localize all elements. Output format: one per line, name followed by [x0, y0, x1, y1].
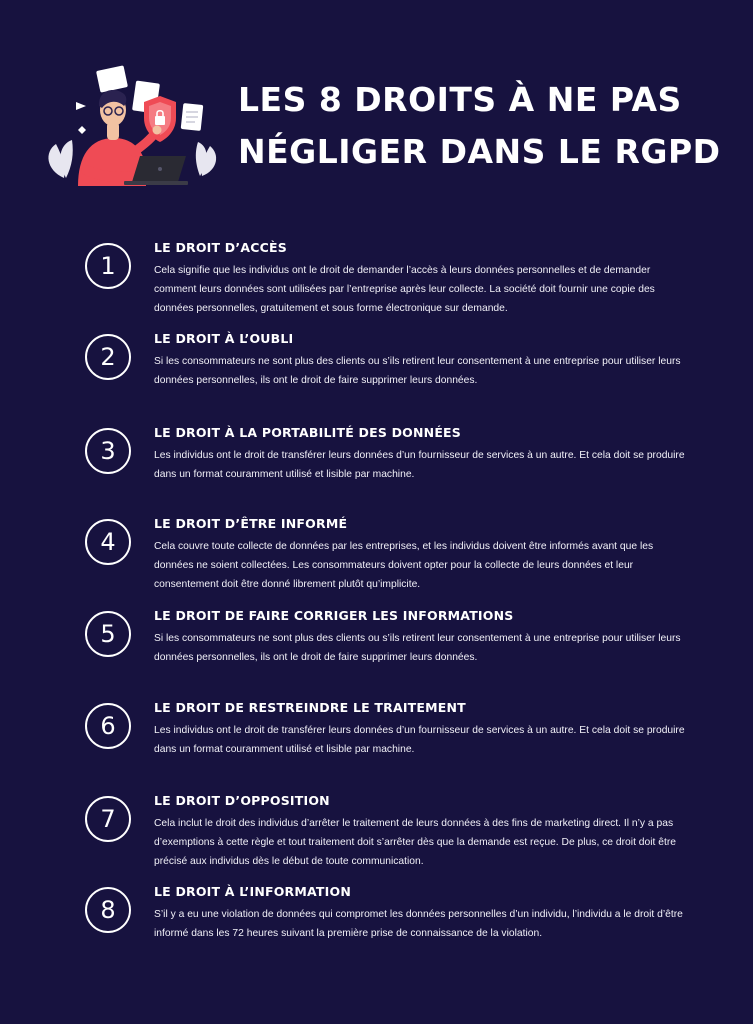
title-line-2: NÉGLIGER DANS LE RGPD — [238, 132, 721, 171]
number-badge: 8 — [85, 887, 131, 933]
number-badge: 7 — [85, 796, 131, 842]
number-badge: 3 — [85, 428, 131, 474]
number-badge: 2 — [85, 334, 131, 380]
right-title: LE DROIT DE RESTREINDRE LE TRAITEMENT — [154, 700, 466, 715]
right-title: LE DROIT À LA PORTABILITÉ DES DONNÉES — [154, 425, 461, 440]
number-badge: 4 — [85, 519, 131, 565]
right-description: Cela signifie que les individus ont le droit de demander l’accès à leurs données personnelles et de demander comment leurs données sont utilisées par l’entreprise après leur collecte. La société doit fournir une copie des données personnelles, gratuitement et sous forme électronique sur demande. — [154, 265, 655, 314]
right-description: Cela couvre toute collecte de données par les entreprises, et les individus doivent être informés avant que les données ne soient collectées. Les consommateurs doivent opter pour la collecte de leurs données et leur consentement doit être donné librement plutôt qu’implicite. — [154, 541, 654, 590]
number-badge: 1 — [85, 243, 131, 289]
right-title: LE DROIT À L’OUBLI — [154, 331, 294, 346]
right-title: LE DROIT D’ÊTRE INFORMÉ — [154, 516, 348, 531]
right-description: Cela inclut le droit des individus d’arrêter le traitement de leurs données à des fins de marketing direct. Il n’y a pas d’exemptions à cette règle et tout traitement doit s’arrêter dès que la demande est reçue. De plus, ce droit doit être précisé aux individus dès le début de toute communication. — [154, 818, 676, 867]
right-title: LE DROIT D’OPPOSITION — [154, 793, 330, 808]
right-description: Les individus ont le droit de transférer leurs données d’un fournisseur de services à un autre. Et cela doit se produire dans un format couramment utilisé et lisible par machine. — [154, 450, 685, 480]
right-title: LE DROIT À L’INFORMATION — [154, 884, 351, 899]
right-title: LE DROIT DE FAIRE CORRIGER LES INFORMATIONS — [154, 608, 514, 623]
right-description: Si les consommateurs ne sont plus des clients ou s’ils retirent leur consentement à une entreprise pour utiliser leurs données personnelles, ils ont le droit de faire supprimer leurs données. — [154, 356, 681, 386]
number-badge: 6 — [85, 703, 131, 749]
right-description: Les individus ont le droit de transférer leurs données d’un fournisseur de services à un autre. Et cela doit se produire dans un format couramment utilisé et lisible par machine. — [154, 725, 685, 755]
right-title: LE DROIT D’ACCÈS — [154, 240, 287, 255]
number-badge: 5 — [85, 611, 131, 657]
right-description: S’il y a eu une violation de données qui compromet les données personnelles d’un individu, l’individu a le droit d’être informé dans les 72 heures suivant la première prise de connaissance de la violation. — [154, 909, 683, 939]
title-line-1: LES 8 DROITS À NE PAS — [238, 80, 682, 119]
right-description: Si les consommateurs ne sont plus des clients ou s’ils retirent leur consentement à une entreprise pour utiliser leurs données personnelles, ils ont le droit de faire supprimer leurs données. — [154, 633, 681, 663]
